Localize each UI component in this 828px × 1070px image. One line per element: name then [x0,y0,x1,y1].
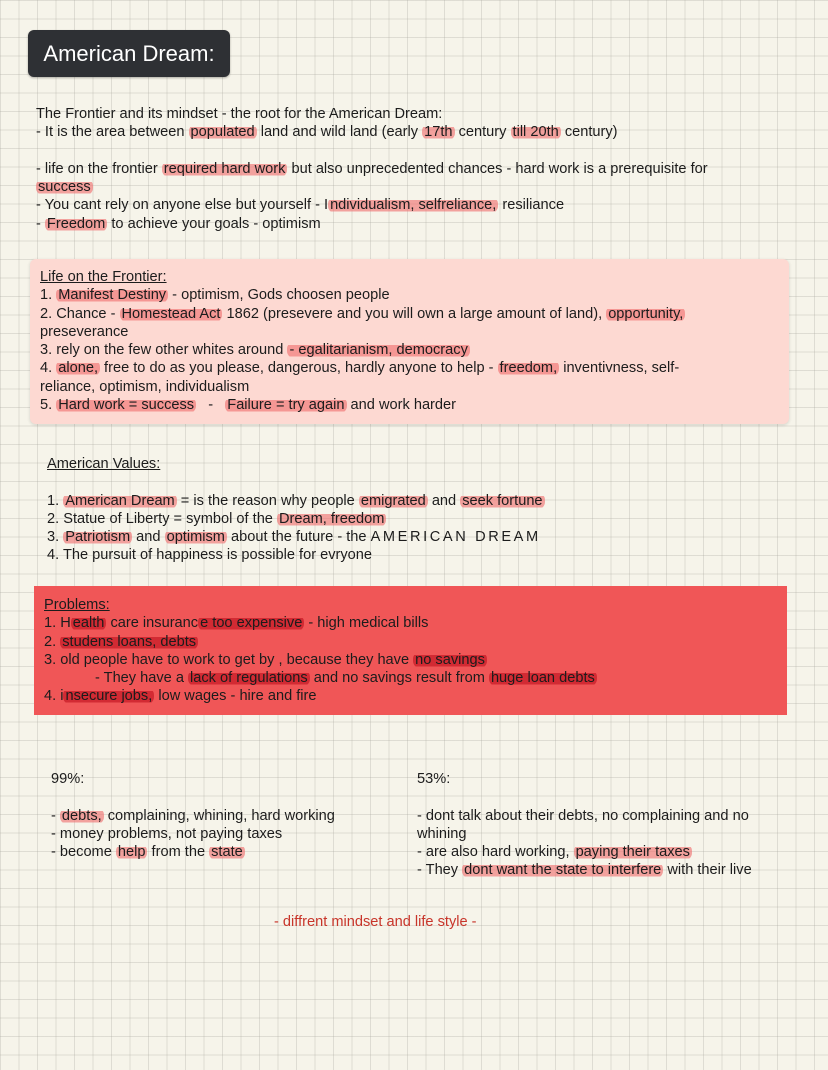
text: - It is the area between [36,124,189,141]
highlight: populated [190,124,255,141]
highlight: no savings [415,651,485,668]
text: complaining, whining, hard working [103,807,335,824]
highlight: seek fortune [462,492,543,509]
text: 2. Chance - [40,305,120,322]
highlight: till 20th [512,124,559,141]
life-line-5 [40,359,685,377]
column-53-percent [417,770,752,880]
column-99-heading: 99%: [51,771,85,787]
text: free to do as you please, dangerous, hardly anyone to help - [100,360,498,377]
highlight: Freedom [46,215,106,232]
column-99-percent [51,770,335,861]
column-99-line-1 [51,807,335,825]
text: - [51,807,60,824]
column-99-line-3 [51,843,335,861]
text: resiliance [498,197,565,214]
problems-line-2 [44,633,597,651]
text: 2. [44,633,61,650]
frontier-line-2 [36,160,708,178]
text: 4. [40,360,57,377]
life-line-4 [40,341,685,359]
frontier-line-4 [36,196,708,214]
highlight: Homestead Act [121,305,221,322]
highlight: huge loan debts [490,670,595,687]
highlight: required hard work [163,160,286,177]
highlight: debts, [61,807,102,824]
footer-note: - diffrent mindset and life style - [274,914,477,930]
life-heading: Life on the Frontier: [40,269,167,285]
highlight: lack of regulations [190,670,308,687]
text: care insuranc [106,615,199,632]
blank-line [51,788,335,806]
values-line-3 [47,528,545,546]
problems-line-5 [44,687,597,705]
text: low wages - hire and fire [154,688,317,705]
text: land and wild land (early [256,124,423,141]
text: - [196,397,226,414]
highlight: 17th [424,124,453,141]
life-line-2 [40,305,685,323]
text: 4. i [44,688,64,705]
frontier-heading: The Frontier and its mindset - the root for the American Dream: [36,106,443,122]
text: = is the reason why people [176,492,359,509]
highlight: state [211,844,243,861]
text: and [132,529,165,546]
text: to achieve your goals - optimism [107,215,321,232]
text: about the future - the [226,529,371,546]
text: 3. [47,529,64,546]
values-line-2 [47,510,545,528]
text: and no savings result from [309,670,489,687]
text: - They [417,862,463,879]
problems-heading: Problems: [44,597,110,613]
highlight: e too expensive [200,615,303,632]
problems-line-1 [44,614,597,632]
text: inventivness, self- [559,360,680,377]
text: 3. old people have to work to get by , because they have [44,651,414,668]
highlight: nsecure jobs, [65,688,153,705]
column-53-line-1: - dont talk about their debts, no complaining and no [417,807,749,824]
values-line-4: 4. The pursuit of happiness is possible for evryone [47,547,373,564]
blank-line [36,142,708,160]
text: - They have a [95,670,189,687]
highlight: - egalitarianism, democracy [289,342,468,359]
problems-line-3 [44,651,597,669]
text: - are also hard working, [417,844,574,861]
highlight: ealth [72,615,105,632]
text: 3. rely on the few other whites around [40,342,288,359]
spaced-text: AMERICAN DREAM [370,529,541,546]
highlight: Failure = try again [227,397,345,414]
text: 2. Statue of Liberty = symbol of the [47,510,277,527]
highlight: freedom, [499,360,558,377]
highlight: help [117,844,146,861]
text: century) [560,124,618,141]
highlight: American Dream [65,492,175,509]
problems-line-4 [44,669,597,687]
text: 1862 (presevere and you will own a large amount of land), [222,305,607,322]
values-line-1 [47,492,545,510]
frontier-line-5 [36,215,708,233]
text: - [36,215,45,232]
highlight: Patriotism [65,529,131,546]
highlight: dont want the state to interfere [464,862,662,879]
american-values-section [47,455,545,565]
text: 1. H [44,615,71,632]
highlight: alone, [58,360,98,377]
highlight: paying their taxes [575,844,690,861]
frontier-line-1 [36,123,708,141]
blank-line [417,788,752,806]
text: but also unprecedented chances - hard work is a prerequisite for [287,160,708,177]
life-on-frontier-section [40,268,685,414]
text: 5. [40,397,57,414]
life-line-6: reliance, optimism, individualism [40,378,250,395]
text: - You cant rely on anyone else but yourself - I [36,197,329,214]
text: - become [51,844,116,861]
blank-line [47,473,545,491]
life-line-3: preseverance [40,323,129,340]
column-53-heading: 53%: [417,771,451,787]
highlight: opportunity, [608,305,684,322]
frontier-section [36,105,708,233]
highlight: Manifest Destiny [58,287,167,304]
text: with their live [663,862,752,879]
page-title: American Dream: [28,30,230,77]
highlight: emigrated [360,492,426,509]
text: - high medical bills [304,615,429,632]
highlight: studens loans, debts [62,633,197,650]
life-line-1 [40,286,685,304]
frontier-line-3 [36,178,708,196]
column-53-line-2: whining [417,825,467,842]
text: and work harder [346,397,457,414]
text: - life on the frontier [36,160,162,177]
highlight: Hard work = success [58,397,195,414]
life-line-7 [40,396,685,414]
text: - optimism, Gods choosen people [168,287,390,304]
text: from the [147,844,210,861]
column-53-line-3 [417,843,752,861]
problems-section [44,596,597,706]
text: century [454,124,511,141]
highlight: Dream, freedom [278,510,385,527]
column-53-line-4 [417,861,752,879]
values-heading: American Values: [47,456,161,472]
text: and [427,492,461,509]
highlight: success [38,179,91,196]
text: 1. [40,287,57,304]
highlight: optimism [166,529,225,546]
column-99-line-2: - money problems, not paying taxes [51,825,283,842]
text: 1. [47,492,64,509]
highlight: ndividualism, selfreliance, [330,197,497,214]
